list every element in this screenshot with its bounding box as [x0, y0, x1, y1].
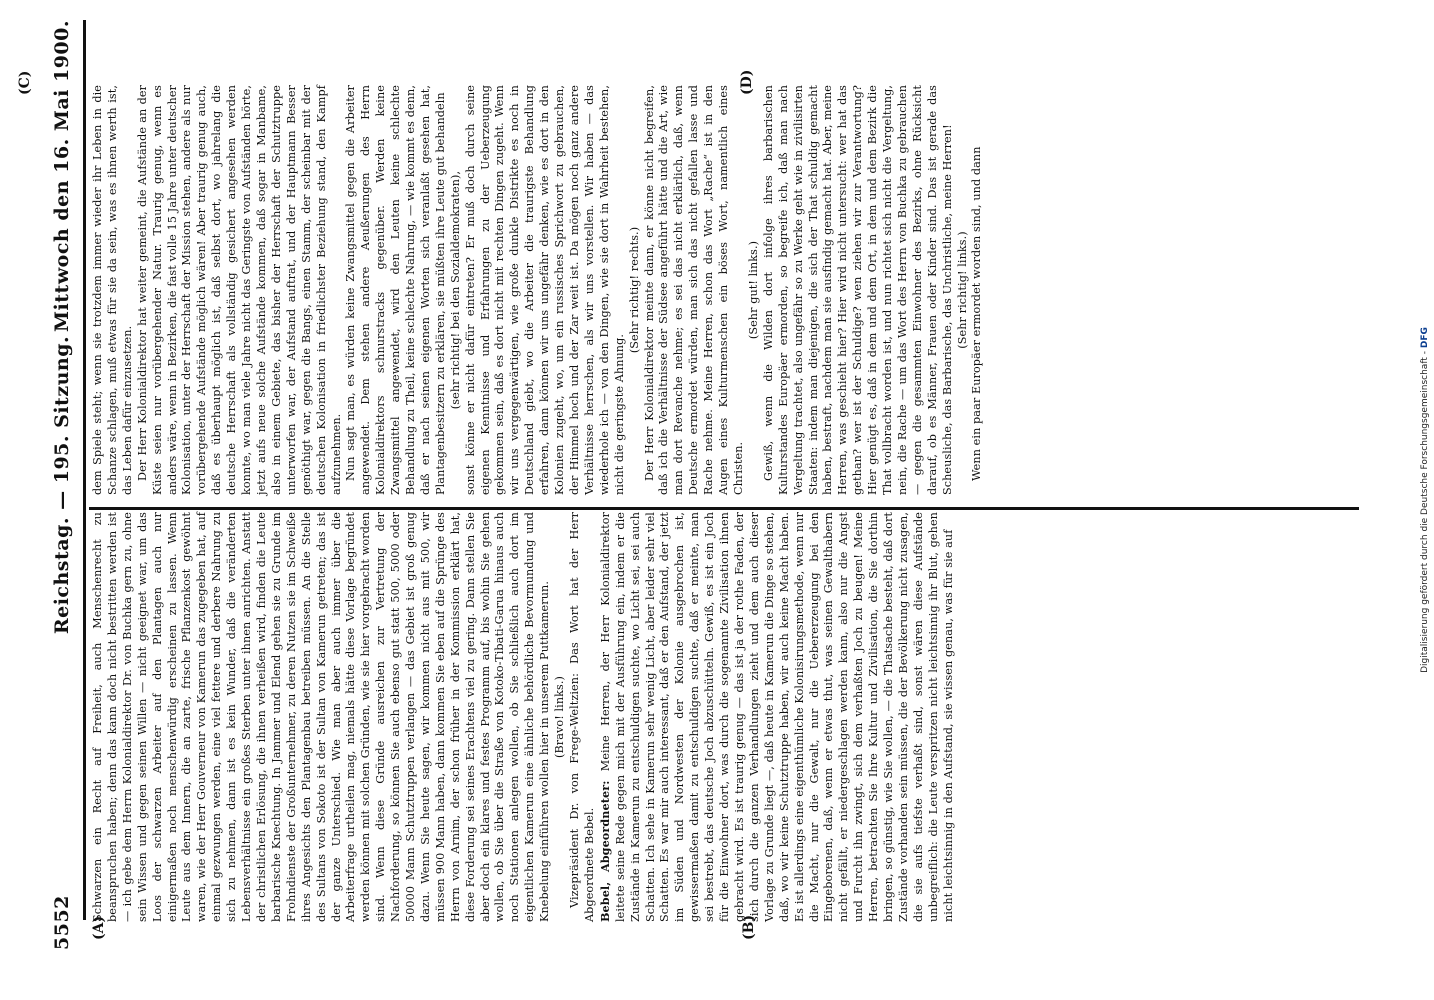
right-applause-1: (sehr richtig! bei den Sozialdemokraten), [448, 170, 462, 410]
margin-marker-a: (A) [91, 915, 107, 940]
credit-text: Digitalisierung gefördert durch die Deutsche Forschungsgemeinschaft - [1420, 351, 1430, 673]
margin-marker-b: (B) [741, 914, 757, 940]
right-paragraph-5: Der Herr Kolonialdirektor meinte dann, er könne nicht begreifen, daß ich die Verhältnisse der Südsee angeführt hätte und die Art, wie man dort Revanche nehme; es sei das nicht erklärlich, daß, wenn Deutsche ermordet würden, man sich das nicht gefallen lasse und Rache nehme. Meine Herren, schon das Wort „Rache“ ist in den Augen eines Kulturmenschen ein böses Wort, namentlich eines Christen. [642, 85, 745, 495]
right-paragraph-6: Gewiß, wenn die Wilden dort infolge ihres barbarischen Kulturstandes Europäer ermorden, so begreife ich, daß man nach Vergeltung trachtet, also ungefähr so zu Werke geht wie in zivilisirten Staaten: indem man diejenigen, die sich der That schuldig gemacht haben, bestraft, nachdem man sie ausfindig gemacht hat. Aber, meine Herren, was geschieht hier? Hier wird nicht untersucht: wer hat das gethan? wer ist der Schuldige? wen ziehen wir zur Verantwortung? Hier genügt es, daß in dem und dem Ort, in dem und dem Bezirk die That vollbracht worden ist, und nun richtet sich nicht die Vergeltung, nein, die Rache — um das Wort des Herrn von Buchka zu gebrauchen — gegen die gesammten Einwohner des Bezirks, ohne Rücksicht darauf, ob es Männer, Frauen oder Kinder sind. Das ist gerade das Scheusliche, das Barbarische, das Unchristliche, meine Herren! [761, 85, 954, 495]
page-header [47, 20, 81, 950]
newspaper-page [17, 0, 1357, 1000]
digitization-credit [1418, 20, 1432, 980]
speaker-name: Bebel, Abgeordneter: [597, 780, 612, 922]
right-applause-2: (Sehr richtig! rechts.) [627, 226, 641, 354]
left-paragraph-2: Vizepräsident Dr. von Frege-Weltzien: Das Wort hat der Herr Abgeordnete Bebel. [568, 512, 596, 922]
right-column [91, 85, 985, 495]
left-column [91, 512, 957, 922]
column-divider [89, 507, 1359, 510]
right-applause-4: (Sehr richtig! links.) [955, 231, 969, 349]
margin-marker-d: (D) [739, 69, 755, 95]
left-paragraph-1: Schwarzen ein Recht auf Freiheit, auch Menschenrecht zu beanspruchen haben; denn das kann doch nicht bestritten werden ist — ich gebe dem Herrn Kolonialdirektor Dr. von Buchka gern zu, ohne sein Wissen und gegen seinen Willen — nicht geeignet war, um das Loos der schwarzen Arbeiter auf den Plantagen auch nur einigermaßen noch menschenwürdig erscheinen zu lassen. Wenn Leute aus dem Innern, die an zarte, frische Pflanzenkost gewöhnt waren, wie der Herr Gouverneur von Kamerun das zugegeben hat, auf einmal gezwungen werden, eine viel fettere und derbere Nahrung zu sich zu nehmen, dann ist es kein Wunder, daß die veränderten Lebensverhältnisse ein großes Sterben unter ihnen anrichten. Anstatt der christlichen Erlösung, die ihnen verheißen wird, finden die Leute barbarische Knechtung. In Jammer und Elend gehen sie zu Grunde im Frohndienste der Großunternehmer, zu deren Nutzen sie im Schweiße ihres Angesichts den Plantagenbau betreiben müssen. An die Stelle des Sultans von Sokoto ist der Sultan von Kamerun getreten; das ist der ganze Unterschied. Wie man aber auch immer über die Arbeiterfrage urtheilen mag, niemals hätte diese Vorlage begründet werden können mit solchen Gründen, wie sie hier vorgebracht worden sind. Wenn diese Gründe ausreichen zur Vertretung der Nachforderung, so können Sie auch ebenso gut statt 500, 5000 oder 50000 Mann Schutztruppen verlangen — das Gebiet ist groß genug dazu. Wenn Sie heute sagen, wir kommen nicht aus mit 500, wir müssen 900 Mann haben, dann kommen Sie eben auf die Sprünge des Herrn von Arnim, der schon früher in der Kommission erklärt hat, diese Forderung sei seines Erachtens viel zu gering. Dann stellen Sie aber doch ein klares und festes Programm auf, bis wohin Sie gehen wollen, ob Sie über die Straße von Kotoko-Tibati-Garua hinaus auch noch Stationen anlegen wollen, ob Sie schließlich auch dort im eigentlichen Kamerun eine ähnliche behördliche Bevormundung und Knebelung einführen wollen hier in unserem Puttkamerun. [91, 512, 552, 922]
page-number: 5552 [51, 895, 73, 950]
margin-marker-c: (C) [17, 70, 33, 95]
right-applause-3: (Sehr gut! links.) [746, 240, 760, 340]
header-rule [83, 20, 86, 920]
right-paragraph-1: dem Spiele steht; wenn sie trotzdem immer wieder ihr Leben in die Schanze schlagen, muß etwas für sie da sein, was es ihnen werth ist, das Leben dafür einzusetzen. [91, 85, 134, 495]
right-paragraph-2: Der Herr Kolonialdirektor hat weiter gemeint, die Aufstände an der Küste seien nur vorübergehender Natur. Traurig genug, wenn es anders wäre, wenn in Bezirken, die fast volle 15 Jahre unter deutscher Kolonisation, unter der Herrschaft der Mission stehen, andere als nur vorübergehende Aufstände möglich wären! Aber traurig genug auch, daß es überhaupt möglich ist, daß selbst dort, wo jahrelang die deutsche Herrschaft als vollständig gesichert angesehen werden konnte, wo man viele Jahre nicht das Geringste von Aufständen hörte, jetzt aufs neue solche Aufstände kommen, daß sogar in Manbame, also in einem Gebiete, das bisher der Herrschaft der Schutztruppe unterworfen war, der Aufstand auftrat, und der Hauptmann Besser genöthigt war, gegen die Bangs, einen Stamm, der scheinbar mit der deutschen Kolonisation in friedlichster Beziehung stand, den Kampf aufzunehmen. [135, 85, 343, 495]
right-paragraph-7: Wenn ein paar Europäer ermordet worden sind, und dann [970, 146, 984, 481]
session-date: Mittwoch den 16. Mai 1900. [51, 20, 73, 332]
right-paragraph-4: sonst könne er nicht dafür eintreten? Er muß doch durch seine eigenen Kenntnisse und Erfahrungen zu der Ueberzeugung gekommen sein, daß es dort nicht mit rechten Dingen zugeht. Wenn wir uns vergegenwärtigen, wie große dunkle Distrikte es noch in Deutschland giebt, wo die Arbeiter die traurigste Behandlung erfahren, dann können wir uns ungefähr denken, wie es dort in den Kolonien zugeht, wo, um ein russisches Sprichwort zu gebrauchen, der Himmel hoch und der Zar weit ist. Da mögen noch ganz andere Verhältnisse herrschen, als wir uns vorstellen. Wir haben — das wiederhole ich — von den Dingen, wie sie dort in Wahrheit bestehen, nicht die geringste Ahnung. [463, 85, 626, 495]
left-paragraph-3: Meine Herren, der Herr Kolonialdirektor leitete seine Rede gegen mich mit der Ausführung ein, indem er die Zustände in Kamerun zu entschuldigen suchte, wo Licht sei, sei auch Schatten. Ich sehe in Kamerun sehr wenig Licht, aber leider sehr viel Schatten. Es war mir auch interessant, daß er den Aufstand, der jetzt im Süden und Nordwesten der Kolonie ausgebrochen ist, gewissermaßen damit zu entschuldigen suchte, daß er meinte, man sei bestrebt, das deutsche Joch abzuschütteln. Gewiß, es ist ein Joch für die Einwohner dort, was durch die sogenannte Zivilisation ihnen gebracht wird. Es ist traurig genug — das ist ja der rothe Faden, der sich durch die ganzen Verhandlungen zieht und dem auch dieser Vorlage zu Grunde liegt —, daß heute in Kamerun die Dinge so stehen, daß, wo wir keine Schutztruppe haben, wir auch keine Macht haben. Es ist allerdings eine eigenthümliche Kolonisirungsmethode, wenn nur die Macht, nur die Gewalt, nur die Uebererzeugung bei den Eingeborenen, daß, wenn er etwas thut, was seinen Gewalthabern nicht gefällt, er niedergeschlagen werden kann, also nur die Angst und Furcht ihn zwingt, sich dem verhaßten Joch zu beugen! Meine Herren, betrachten Sie Ihre Kultur und Zivilisation, die Sie dorthin bringen, so günstig, wie Sie wollen, — die Thatsache besteht, daß dort Zustände vorhanden sein müssen, die der Bevölkerung nicht zusagen, die sie aufs tiefste verhaßt sind, sonst wären diese Aufstände unbegreiflich: die Leute verspritzen nicht leichtsinnig ihr Blut, gehen nicht leichtsinnig in den Aufstand, sie wissen genau, was für sie auf [598, 512, 955, 922]
dfg-logo: DFG [1420, 327, 1430, 349]
left-applause: (Bravo! links.) [553, 676, 567, 759]
session-title: Reichstag. — 195. Sitzung. [51, 335, 73, 635]
right-paragraph-3: Nun sagt man, es würden keine Zwangsmittel gegen die Arbeiter angewendet. Dem stehen andere Aeußerungen des Herrn Kolonialdirektors schnurstracks gegenüber. Werden keine Zwangsmittel angewendet, wird den Leuten keine schlechte Behandlung zu Theil, keine schlechte Nahrung, — wie kommt es denn, daß er nach seinen eigenen Worten sich veranlaßt gesehen hat, Plantagenbesitzern zu erklären, sie müßten ihre Leute gut behandeln [344, 85, 447, 495]
